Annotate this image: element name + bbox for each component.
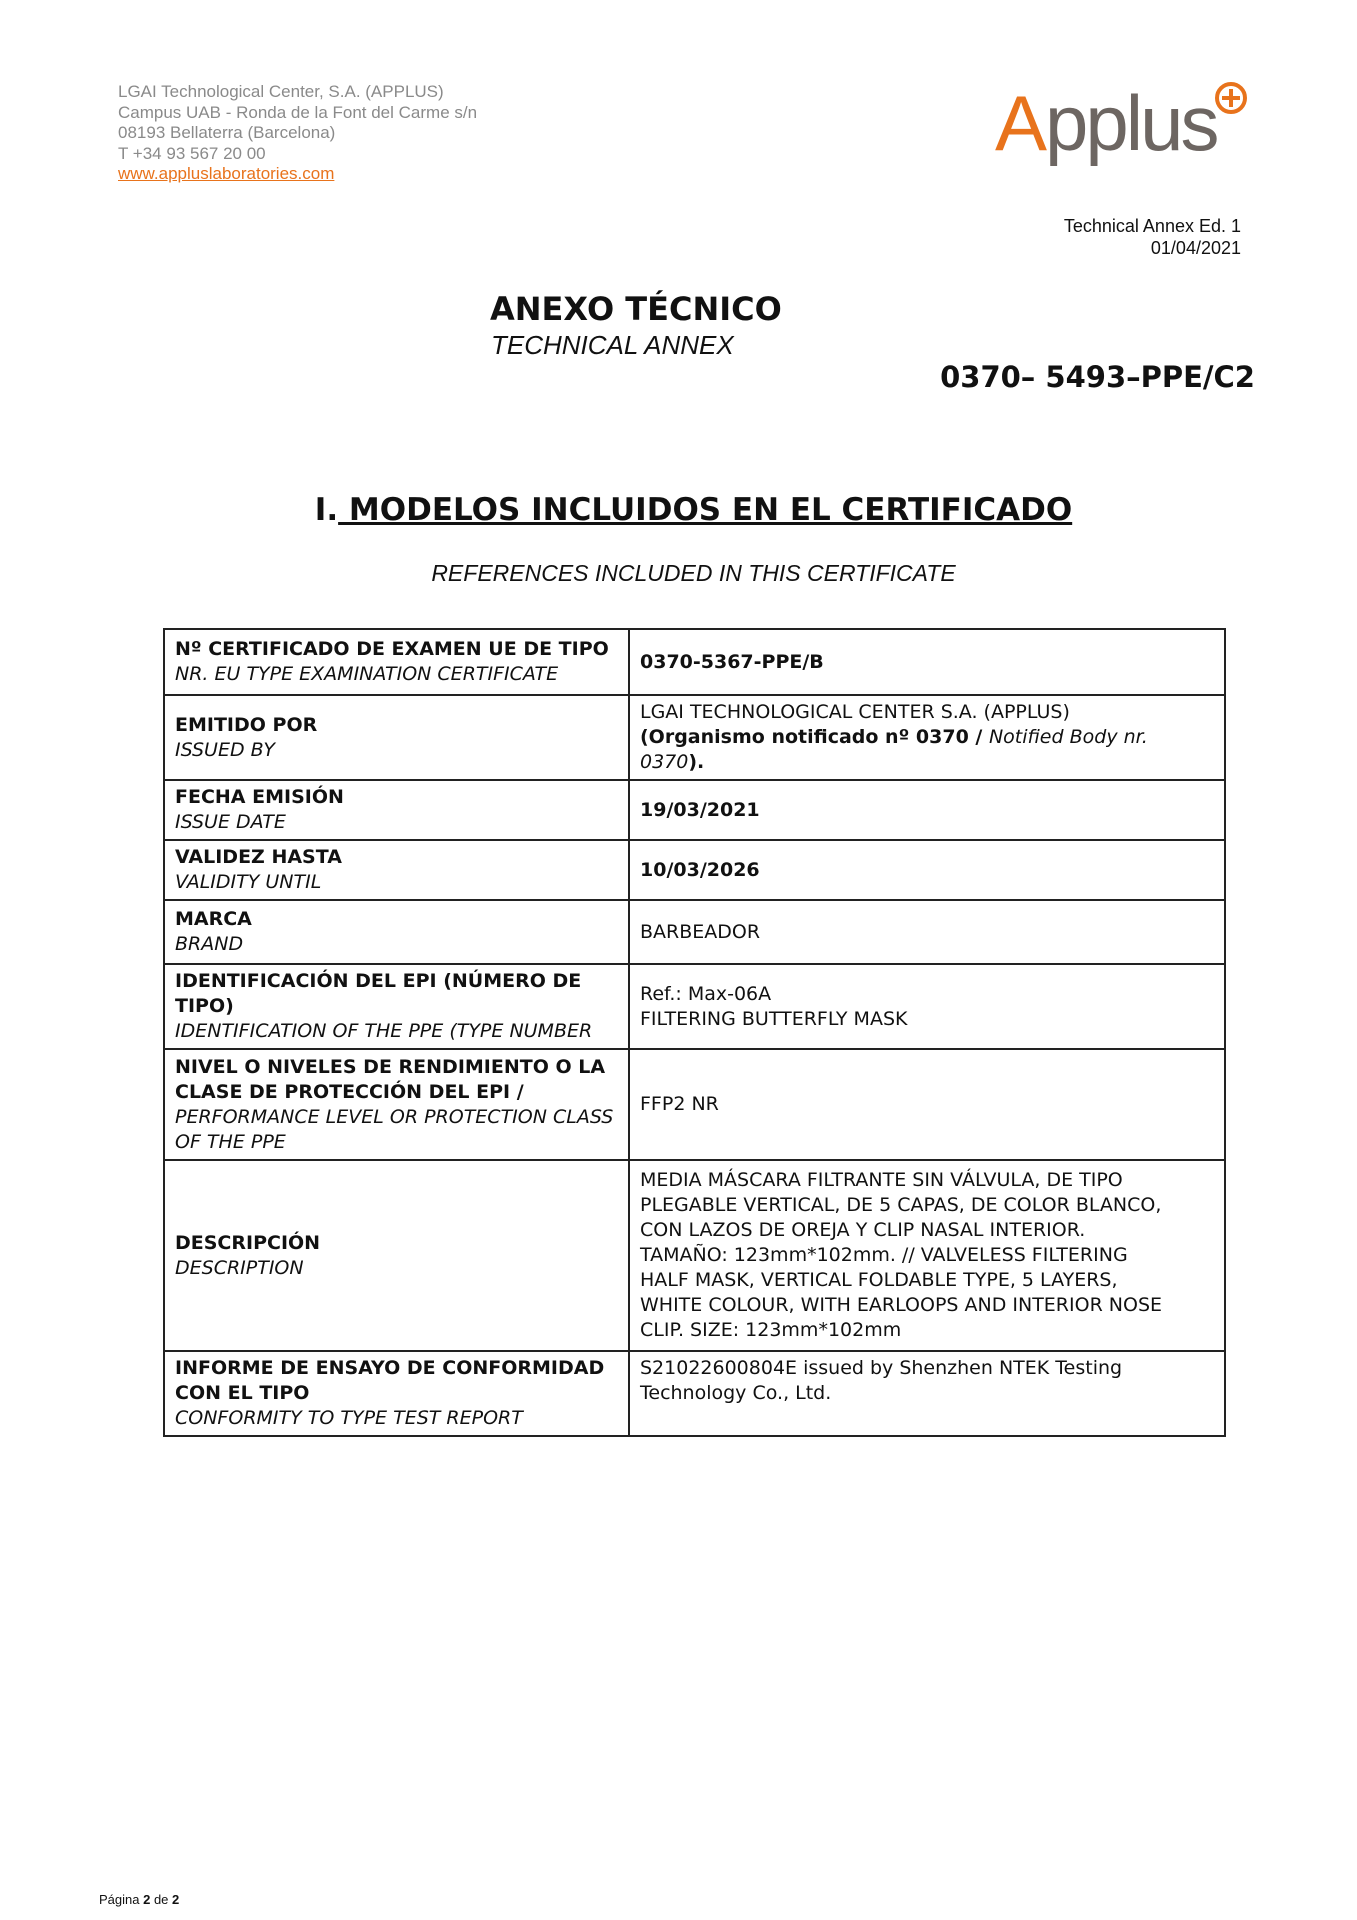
value-end: ).: [688, 751, 705, 773]
value: Ref.: Max-06A: [640, 982, 772, 1005]
section-subheading: REFERENCES INCLUDED IN THIS CERTIFICATE: [431, 560, 956, 586]
label-es: MARCA: [175, 908, 252, 930]
label-en: CONFORMITY TO TYPE TEST REPORT: [175, 1407, 523, 1429]
table-row: [164, 1049, 1225, 1160]
footer-middle: de: [150, 1892, 173, 1907]
certificate-number: 0370– 5493–PPE/C2: [940, 360, 1255, 394]
page-number: 2: [143, 1892, 151, 1907]
table-row: [164, 695, 1225, 780]
label-es: FECHA EMISIÓN: [175, 786, 344, 808]
website-link[interactable]: www.appluslaboratories.com: [118, 164, 335, 183]
table-row: [164, 1351, 1225, 1436]
value: 0370-5367-PPE/B: [640, 650, 824, 673]
label-en: BRAND: [175, 933, 244, 955]
table-row: [164, 840, 1225, 900]
label-en: ISSUED BY: [175, 738, 275, 761]
table-row: [164, 1160, 1225, 1351]
table-row: [164, 900, 1225, 964]
label-es: Nº CERTIFICADO DE EXAMEN UE DE TIPO: [175, 638, 609, 660]
company-address: [118, 82, 477, 185]
label-en: NR. EU TYPE EXAMINATION CERTIFICATE: [175, 663, 559, 685]
value: BARBEADOR: [640, 920, 761, 943]
label-es: VALIDEZ HASTA: [175, 846, 342, 868]
table-row: [164, 964, 1225, 1049]
label-en: DESCRIPTION: [175, 1256, 304, 1279]
label-en: PERFORMANCE LEVEL OR PROTECTION CLASS OF THE PPE: [175, 1105, 614, 1153]
value-bold: (Organismo notificado nº 0370 /: [640, 726, 989, 748]
address-line: LGAI Technological Center, S.A. (APPLUS): [118, 82, 444, 101]
page-title: ANEXO TÉCNICO: [490, 290, 782, 328]
svg-text:pplus: pplus: [1045, 80, 1217, 167]
value: 19/03/2021: [640, 798, 760, 821]
label-en: IDENTIFICATION OF THE PPE (TYPE NUMBER: [175, 1020, 593, 1042]
label-es: INFORME DE ENSAYO DE CONFORMIDAD CON EL TIPO: [175, 1357, 605, 1404]
value-italic: Notified Body nr. 0370: [640, 726, 1148, 773]
svg-text:A: A: [995, 80, 1048, 167]
page-subtitle: TECHNICAL ANNEX: [491, 330, 734, 360]
annex-edition: [1064, 215, 1241, 259]
value: LGAI TECHNOLOGICAL CENTER S.A. (APPLUS): [640, 701, 1070, 723]
footer-prefix: Página: [99, 1892, 144, 1907]
page-total: 2: [172, 1892, 180, 1907]
value: MEDIA MÁSCARA FILTRANTE SIN VÁLVULA, DE TIPO PLEGABLE VERTICAL, DE 5 CAPAS, DE COLOR BLANCO, CON LAZOS DE OREJA Y CLIP NASAL INTERIOR. TAMAÑO: 123mm*102mm. // VALVELESS FILTERING HALF MASK, VERTICAL FOLDABLE TYPE, 5 LAYERS, WHITE COLOUR, WITH EARLOOPS AND INTERIOR NOSE CLIP. SIZE: 123mm*102mm: [640, 1169, 1163, 1341]
value-line2: FILTERING BUTTERFLY MASK: [640, 1007, 908, 1030]
label-es: NIVEL O NIVELES DE RENDIMIENTO O LA CLASE DE PROTECCIÓN DEL EPI /: [175, 1055, 606, 1103]
section-heading: [0, 492, 1357, 528]
address-line: T +34 93 567 20 00: [118, 143, 266, 163]
value: 10/03/2026: [640, 858, 760, 881]
section-title: MODELOS INCLUIDOS EN EL CERTIFICADO: [338, 492, 1073, 528]
label-es: IDENTIFICACIÓN DEL EPI (NÚMERO DE TIPO): [175, 970, 582, 1017]
section-prefix: I.: [314, 492, 339, 528]
value: FFP2 NR: [640, 1093, 719, 1115]
table-row: [164, 780, 1225, 840]
label-es: DESCRIPCIÓN: [175, 1231, 321, 1254]
address-line: 08193 Bellaterra (Barcelona): [118, 123, 336, 142]
value: S21022600804E issued by Shenzhen NTEK Testing Technology Co., Ltd.: [640, 1357, 1123, 1404]
certificate-table: [163, 628, 1226, 1437]
address-line: Campus UAB - Ronda de la Font del Carme s/n: [118, 102, 478, 122]
table-row: [164, 629, 1225, 695]
label-en: VALIDITY UNTIL: [175, 871, 322, 893]
page-footer: [99, 1892, 179, 1907]
label-es: EMITIDO POR: [175, 713, 318, 736]
applus-logo: [995, 80, 1255, 170]
label-en: ISSUE DATE: [175, 811, 286, 833]
annex-edition-label: Technical Annex Ed. 1: [1063, 216, 1241, 236]
annex-date: 01/04/2021: [1150, 238, 1241, 258]
